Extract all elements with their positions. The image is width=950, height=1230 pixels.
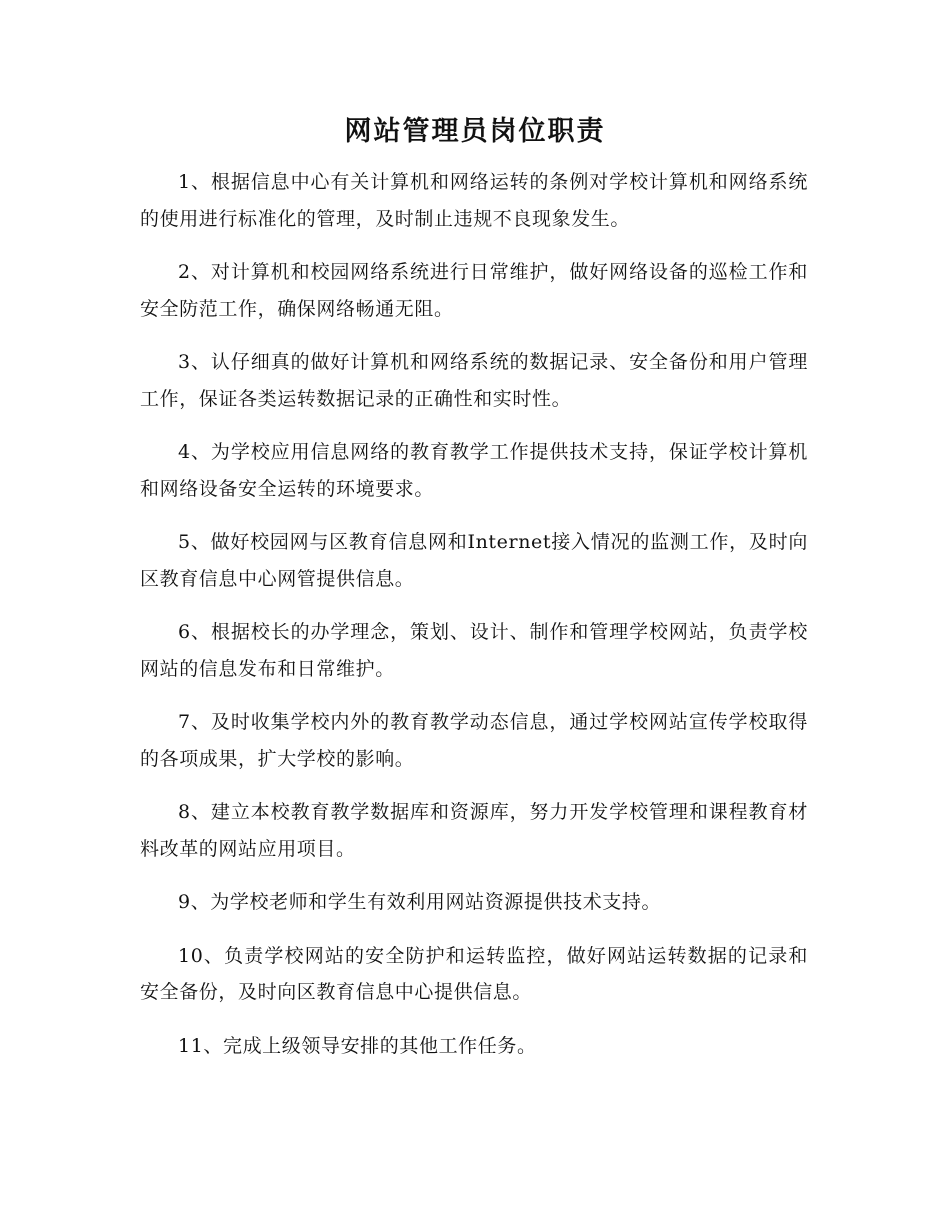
duty-item: 1、根据信息中心有关计算机和网络运转的条例对学校计算机和网络系统的使用进行标准化的管理，及时制止违规不良现象发生。 xyxy=(140,171,808,230)
duty-item: 10、负责学校网站的安全防护和运转监控，做好网站运转数据的记录和安全备份，及时向区教育信息中心提供信息。 xyxy=(140,944,808,1003)
duty-item: 7、及时收集学校内外的教育教学动态信息，通过学校网站宣传学校取得的各项成果，扩大学校的影响。 xyxy=(140,711,808,770)
duty-item: 6、根据校长的办学理念，策划、设计、制作和管理学校网站，负责学校网站的信息发布和日常维护。 xyxy=(140,621,808,680)
duty-item: 3、认仔细真的做好计算机和网络系统的数据记录、安全备份和用户管理工作，保证各类运转数据记录的正确性和实时性。 xyxy=(140,351,808,410)
duty-item: 2、对计算机和校园网络系统进行日常维护，做好网络设备的巡检工作和安全防范工作，确保网络畅通无阻。 xyxy=(140,261,808,320)
duty-item: 8、建立本校教育教学数据库和资源库，努力开发学校管理和课程教育材料改革的网站应用项目。 xyxy=(140,801,808,860)
duty-item: 4、为学校应用信息网络的教育教学工作提供技术支持，保证学校计算机和网络设备安全运转的环境要求。 xyxy=(140,441,808,500)
duty-list xyxy=(140,164,808,1081)
duty-item: 9、为学校老师和学生有效利用网站资源提供技术支持。 xyxy=(178,891,662,913)
duty-item: 5、做好校园网与区教育信息网和Internet接入情况的监测工作，及时向区教育信息中心网管提供信息。 xyxy=(140,531,808,590)
document-title: 网站管理员岗位职责 xyxy=(344,116,606,147)
duty-item: 11、完成上级领导安排的其他工作任务。 xyxy=(178,1034,537,1057)
